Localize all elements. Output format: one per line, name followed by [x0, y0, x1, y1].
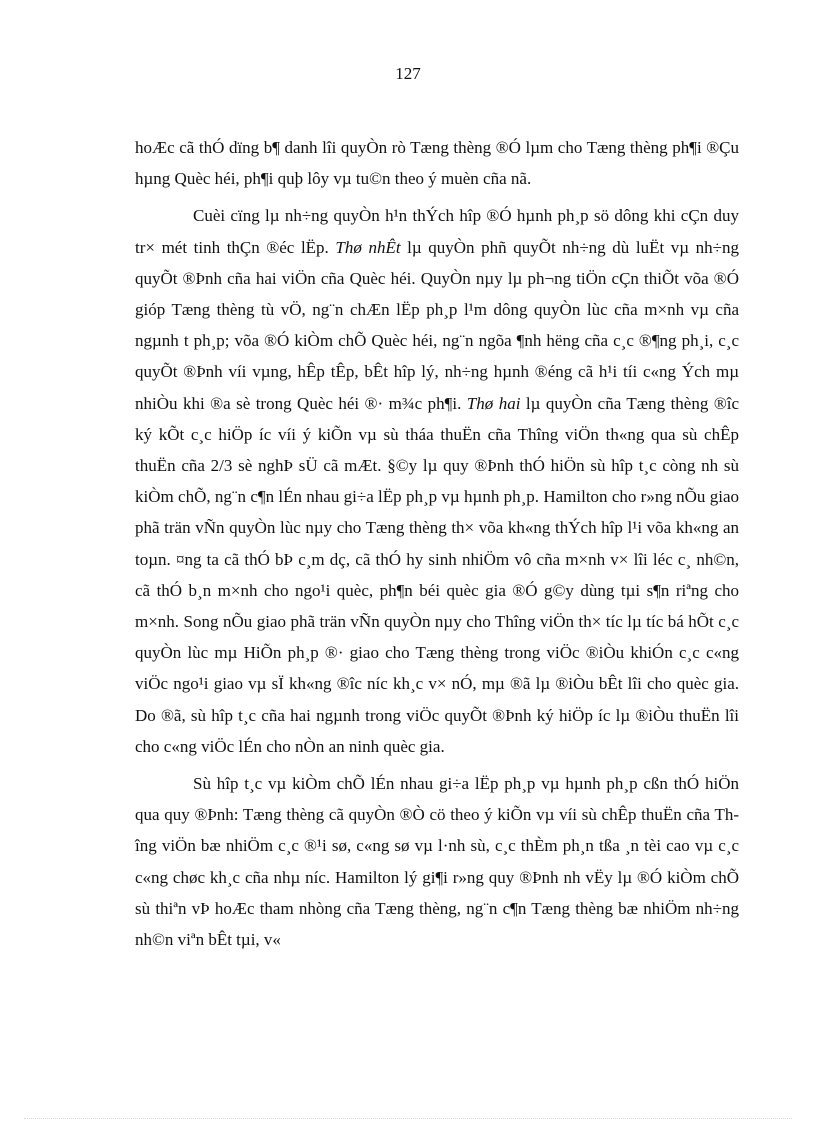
emphasis-second: Thø hai	[466, 393, 521, 413]
text-run: lµ quyÒn cña Tæng thèng ®îc ký kÕt c¸c hiÖp íc víi ý kiÕn vµ sù tháa thuËn cña Thîng viÖn th«ng qua sù chÊp thuËn cña 2/3 sè nghÞ sÜ cã mÆt. §©y lµ quy ®Þnh thÓ hiÖn sù hîp t¸c còng nh sù kiÒm chÕ, ng¨n c¶n lÉn nhau gi÷a lËp ph¸p vµ hµnh ph¸p. Hamilton cho r»ng nÕu giao phã trän vÑn quyÒn lùc nµy cho Tæng thèng th× võa kh«ng thÝch hîp l¹i võa kh«ng an toµn. ¤ng ta cã thÓ bÞ c¸m dç, cã thÓ hy sinh nhiÖm vô cña m×nh v× lîi léc c¸ nh©n, cã thÓ b¸n m×nh cho ngo¹i quèc, ph¶n béi quèc gia ®Ó g©y dùng tµi s¶n riªng cho m×nh. Song nÕu giao phã trän vÑn quyÒn nµy cho Thîng viÖn th× tíc lµ tíc bá hÕt c¸c quyÒn lùc mµ HiÕn ph¸p ®· giao cho Tæng thèng trong viÖc ®iÒu khiÓn c¸c c«ng viÖc ngo¹i giao vµ sÏ kh«ng ®îc níc kh¸c v× nÓ, mµ ®ã lµ ®iÒu bÊt lîi cho quèc gia. Do ®ã, sù hîp t¸c cña hai ngµnh trong viÖc quyÕt ®Þnh ký hiÖp íc lµ ®iÒu thuËn lîi cho c«ng viÖc lÉn cho nÒn an ninh quèc gia.	[135, 393, 739, 756]
text-run: Cuèi cïng lµ nh÷ng quyÒn h¹n thÝch hîp ®Ó hµnh ph¸p sö dông khi cÇn duy tr× mét tinh thÇn ®éc lËp.	[135, 206, 739, 257]
text-run: Sù hîp t¸c vµ kiÒm chÕ lÉn nhau gi÷a lËp ph¸p vµ hµnh ph¸p cßn thÓ hiÖn qua quy ®Þnh: Tæng thèng cã quyÒn ®Ò cö theo ý kiÕn vµ víi sù chÊp thuËn cña Thîng viÖn bæ nhiÖm c¸c ®¹i sø, c«ng sø vµ l·nh sù, c¸c thÈm ph¸n tßa ¸n tèi cao vµ c¸c c«ng chøc kh¸c cña nhµ níc. Hamilton lý gi¶i r»ng quy ®Þnh nh vËy lµ ®Ó kiÒm chÕ sù thiªn vÞ hoÆc tham nhòng cña Tæng thèng, ng¨n c¶n Tæng thèng bæ nhiÖm nh÷ng nh©n viªn bÊt tµi, v«	[135, 774, 739, 950]
paragraph-3	[135, 768, 739, 955]
page-number: 127	[395, 64, 421, 83]
text-run: hoÆc cã thÓ dïng b¶ danh lîi quyÒn rò Tæng thèng ®Ó lµm cho Tæng thèng ph¶i ®Çu hµng Quèc héi, ph¶i quþ lôy vµ tu©n theo ý muèn cña nã.	[135, 138, 739, 189]
body-text	[135, 132, 739, 961]
paragraph-2	[135, 200, 739, 762]
page-bottom-divider	[24, 1118, 792, 1119]
text-run: lµ quyÒn phñ quyÕt nh÷ng dù luËt vµ nh÷ng quyÕt ®Þnh cña hai viÖn cña Quèc héi. QuyÒn nµy lµ ph¬ng tiÖn cÇn thiÕt võa ®Ó gióp Tæng thèng tù vÖ, ng¨n chÆn lËp ph¸p l¹m dông quyÒn lùc cña m×nh vµ cña ngµnh t ph¸p; võa ®Ó kiÒm chÕ Quèc héi, ng¨n ngõa ¶nh hëng cña c¸c ®¶ng ph¸i, c¸c quyÕt ®Þnh víi vµng, hÊp tÊp, bÊt hîp lý, nh÷ng hµnh ®éng cã h¹i tíi c«ng Ých mµ nhiÒu khi ®a sè trong Quèc héi ®· m¾c ph¶i.	[135, 237, 739, 413]
paragraph-1	[135, 132, 739, 194]
emphasis-first: Thø nhÊt	[335, 237, 401, 257]
